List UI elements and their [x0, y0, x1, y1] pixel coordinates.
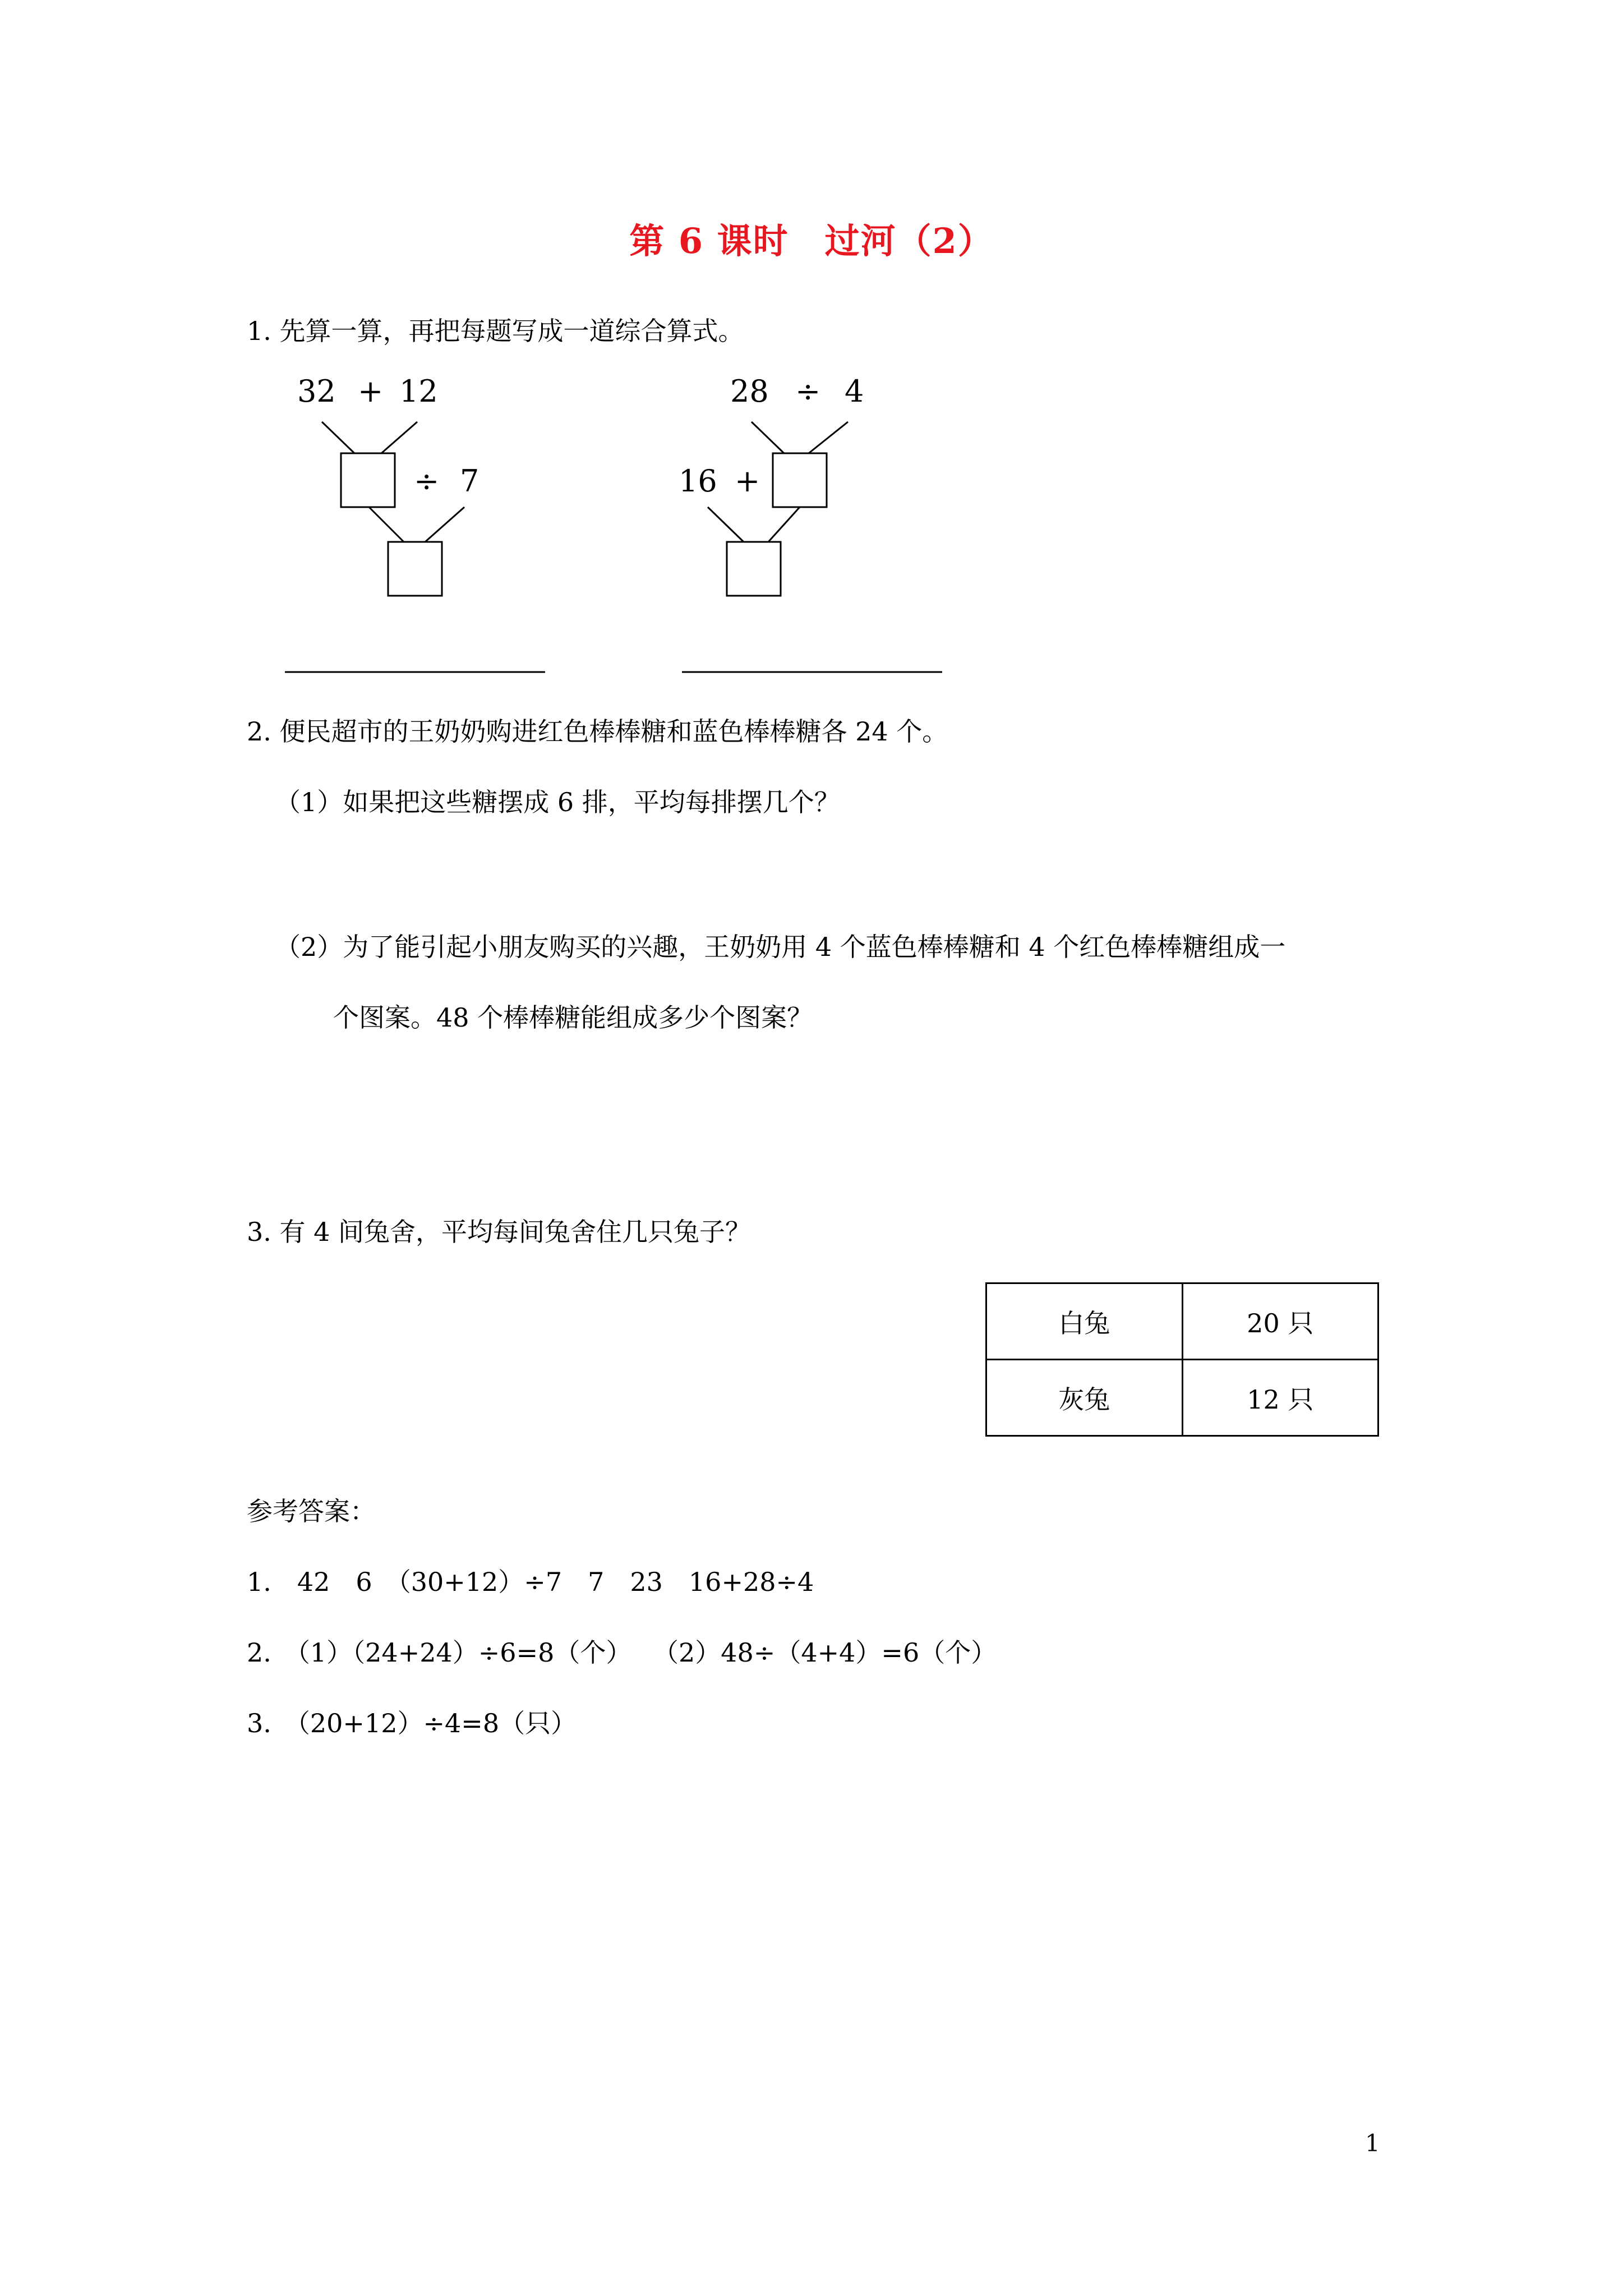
left-connector-line: [369, 507, 404, 542]
question-2-sub-2-line-2: 个图案。48 个棒棒糖能组成多少个图案？: [333, 1002, 813, 1033]
question-2-prompt: 2. 便民超市的王奶奶购进红色棒棒糖和蓝色棒棒糖各 24 个。: [247, 716, 948, 747]
right-answer-box-1: [773, 453, 827, 507]
question-2-sub-1: （1）如果把这些糖摆成 6 排，平均每排摆几个？: [275, 787, 840, 817]
rabbit-count-cell: 20 只: [1182, 1283, 1378, 1360]
left-operator-1: +: [358, 374, 384, 409]
left-connector-line: [322, 422, 354, 453]
left-operator-2: ÷: [414, 463, 440, 499]
left-answer-box-2: [388, 542, 442, 596]
page-title: 第 6 课时 过河（2）: [629, 220, 994, 261]
right-answer-box-2: [727, 542, 781, 596]
answer-1: 1. 42 6 （30+12）÷7 7 23 16+28÷4: [247, 1567, 814, 1597]
answer-3: 3. （20+12）÷4=8（只）: [247, 1708, 577, 1738]
table-row: [986, 1283, 1378, 1360]
question-1-prompt: 1. 先算一算，再把每题写成一道综合算式。: [247, 316, 744, 346]
right-operator-1: ÷: [795, 374, 821, 409]
right-connector-line: [708, 507, 744, 542]
answer-2: 2. （1）（24+24）÷6=8（个） （2）48÷（4+4）=6（个）: [247, 1637, 997, 1668]
left-operand-a: 32: [297, 374, 336, 409]
page-number: 1: [1365, 2129, 1380, 2157]
right-operand-a: 28: [730, 374, 769, 409]
left-operand-b: 12: [399, 374, 438, 409]
right-connector-line: [768, 507, 800, 542]
right-connector-line: [809, 422, 848, 453]
right-connector-line: [751, 422, 784, 453]
left-connector-line: [381, 422, 417, 453]
answers-heading: 参考答案：: [247, 1496, 376, 1526]
left-answer-box-1: [341, 453, 395, 507]
right-operand-b: 4: [845, 374, 864, 409]
table-row: [986, 1360, 1378, 1436]
rabbit-count-table: [985, 1282, 1379, 1437]
rabbit-count-cell: 12 只: [1182, 1360, 1378, 1436]
left-operand-c: 7: [460, 463, 479, 499]
right-operand-c: 16: [679, 463, 717, 499]
right-operator-2: +: [735, 463, 760, 499]
question-2-sub-2-line-1: （2）为了能引起小朋友购买的兴趣，王奶奶用 4 个蓝色棒棒糖和 4 个红色棒棒糖组成一: [275, 932, 1286, 962]
left-connector-line: [425, 507, 464, 542]
rabbit-type-cell: 白兔: [986, 1283, 1183, 1360]
question-3-prompt: 3. 有 4 间兔舍，平均每间兔舍住几只兔子？: [247, 1217, 751, 1247]
rabbit-type-cell: 灰兔: [986, 1360, 1183, 1436]
